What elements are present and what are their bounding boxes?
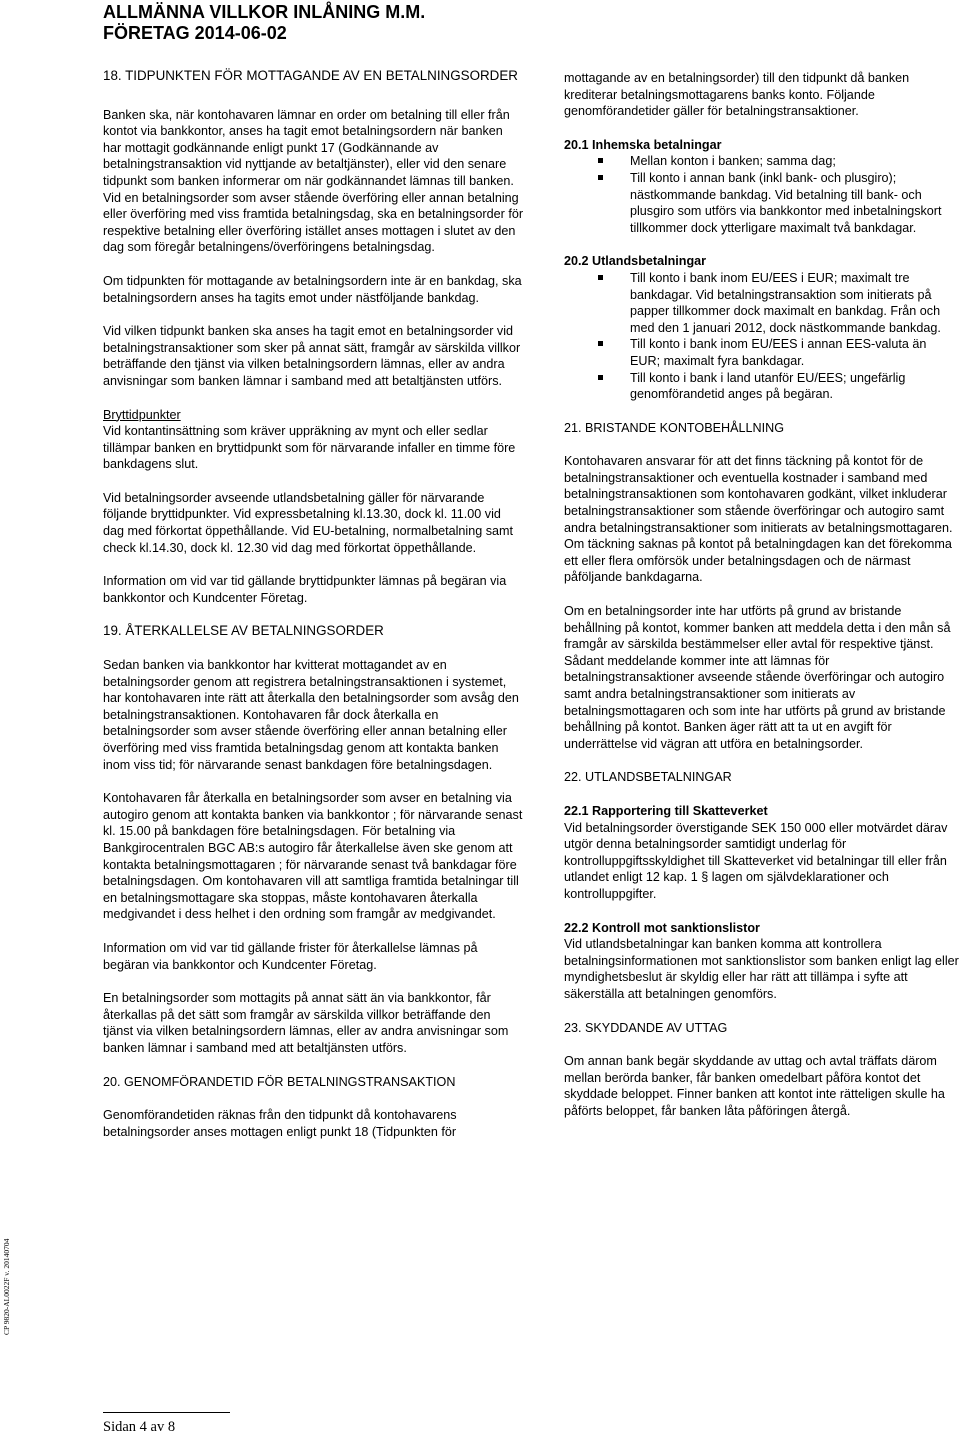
page-number: Sidan 4 av 8 [103, 1419, 176, 1435]
section-18-paragraph-3: Vid vilken tidpunkt banken ska anses ha tagit emot en betalningsorder vid betalningstransaktioner som sker på annat sätt, framgår av särskilda villkor beträffande den tjänst via vilken betalningsordern lämnas, eller av andra anvisningar som banken lämnar i samband med att betaltjänsten utförs. [103, 324, 521, 388]
section-21-paragraph-1: Kontohavaren ansvarar för att det finns täckning på kontot för de betalningstransaktioner och eventuella kostnader i samband med betalningstransaktionen som kontohavaren godkänt, vilket inkluderar betalningstransaktioner som stående överföringar och autogiro samt andra betalningstransaktioner som initierats av betalningsmottagaren. Om täckning saknas på kontot på betalningdagen kan det förekomma ett eller flera omförsök under betalningsdagen och de närmast påföljande bankdagarna. [564, 454, 953, 585]
section-20-2-list [564, 270, 959, 403]
document-header [103, 2, 425, 44]
section-20-1-list [564, 153, 959, 236]
footer-divider [103, 1412, 230, 1413]
section-22-1-paragraph: Vid betalningsorder överstigande SEK 150 000 eller motvärdet därav utgör denna betalningsorder samtidigt underlag för kontrolluppgiftsskyldighet till Skatteverket vid betalningar till eller från utlandet enligt 12 kap. 1 § lagen om självdeklarationer och kontrolluppgifter. [564, 820, 948, 901]
section-22-heading: 22. UTLANDSBETALNINGAR [564, 770, 732, 785]
section-23-paragraph: Om annan bank begär skyddande av uttag och avtal träffats därom mellan berörda banker, får banken omedelbart påföra kontot det skyddade beloppet. Finner banken att kontot inte rätteligen skulle ha påförts beloppet, får banken låta påföringen återgå. [564, 1054, 945, 1118]
section-21-heading: 21. BRISTANDE KONTOBEHÅLLNING [564, 420, 784, 435]
bryttidpunkter-paragraph-2: Vid betalningsorder avseende utlandsbetalning gäller för närvarande följande bryttidpunkter. Vid expressbetalning kl.13.30, dock kl. 11.00 vid dag med förkortat öppethållande. Vid EU-betalning, normalbetalning samt check kl.14.30, dock kl. 12.30 vid dag med förkortat öppethållande. [103, 490, 514, 555]
section-22-2-paragraph: Vid utlandsbetalningar kan banken komma att kontrollera betalningsinformationen mot sanktionslistor som banken enligt lag eller myndighetsbeslut är skyldig eller har rätt att tillämpa i syfte att säkerställa att betalningen genomförs. [564, 937, 959, 1001]
section-19-paragraph-2: Kontohavaren får återkalla en betalningsorder som avser en betalning via autogiro genom att kontakta banken via bankkontor ; för närvarande senast kl. 15.00 på bankdagen före betalningsdagen. För betalning via Bankgirocentralen BGC AB:s autogiro får återkallelse även ske genom att kontakta betalningsmottagaren ; för närvarande senast två bankdagar före betalningsdagen. Om kontohavaren vill att samtliga framtida betalningar till en betalningsmottagare ska stoppas, måste kontohavaren återkalla medgivandet i dess helhet i den ordning som framgår av medgivandet. [103, 791, 523, 922]
list-item: Till konto i bank i land utanför EU/EES; ungefärlig genomförandetid anges på begäran. [564, 370, 959, 403]
section-18-paragraph-1: Banken ska, när kontohavaren lämnar en order om betalning till eller från kontot via bankkontor, anses ha tagit emot betalningsordern när banken har mottagit godkännande enligt punkt 17 (Godkännande av betalningstransaktion vid nyttjande av betaltjänster), eller vid den senare tidpunkt som banken informerar om när godkännandet lämnas till banken. Vid en betalningsorder som avser stående överföring eller annan betalning eller överföring med viss framtida betalningsdag, ska en betalningsorder för respektive betalning eller överföring istället anses mottagen i slutet av den dag som föregår betalningens/överföringens betalningsdag. [103, 107, 524, 255]
section-18-paragraph-2: Om tidpunkten för mottagande av betalningsordern inte är en bankdag, ska betalningsordern anses ha tagits emot under nästföljande bankdag. [103, 273, 522, 305]
list-item: Till konto i annan bank (inkl bank- och plusgiro); nästkommande bankdag. Vid betalning till bank- och plusgiro som utförs via bankkontor med inbetalningskort tillkommer dock ytterligare maximalt två bankdagar. [564, 170, 959, 236]
section-19-paragraph-4: En betalningsorder som mottagits på annat sätt än via bankkontor, får återkallas på det sätt som framgår av särskilda villkor beträffande den tjänst via vilken betalningsordern lämnas, eller av andra anvisningar som banken lämnar i samband med att betaltjänsten utförs. [103, 991, 509, 1055]
section-20-2-heading: 20.2 Utlandsbetalningar [564, 254, 707, 269]
bryttidpunkter-paragraph-3: Information om vid var tid gällande bryttidpunkter lämnas på begäran via bankkontor och Kundcenter Företag. [103, 574, 507, 605]
section-22-2-heading: 22.2 Kontroll mot sanktionslistor [564, 920, 760, 935]
list-item: Till konto i bank inom EU/EES i EUR; maximalt tre bankdagar. Vid betalningstransaktion som initierats på papper tillkommer dock maximalt en bankdag. Från och med den 1 januari 2012, dock nästkommande bankdag. [564, 270, 959, 336]
bryttidpunkter-paragraph-1: Vid kontantinsättning som kräver uppräkning av mynt och eller sedlar tillämpar banken en bryttidpunkt som för närvarande infaller en timme före bankdagens slut. [103, 424, 516, 472]
section-20-continued: mottagande av en betalningsorder) till den tidpunkt då banken krediterar betalningsmottagarens banks konto. Följande genomförandetider gäller för betalningstransaktioner. [564, 71, 910, 119]
left-column [103, 68, 523, 1157]
form-code: CP 9820-AL0022F v. 20140704 [2, 1238, 11, 1335]
section-20-paragraph-1: Genomförandetiden räknas från den tidpunkt då kontohavarens betalningsorder anses mottagen enligt punkt 18 (Tidpunkten för [103, 1108, 457, 1139]
bryttidpunkter-heading: Bryttidpunkter [103, 407, 181, 422]
section-23-heading: 23. SKYDDANDE AV UTTAG [564, 1020, 728, 1035]
list-item: Mellan konton i banken; samma dag; [564, 153, 959, 170]
section-19-heading: 19. ÅTERKALLELSE AV BETALNINGSORDER [103, 623, 384, 639]
section-22-1-heading: 22.1 Rapportering till Skatteverket [564, 803, 768, 818]
header-subtitle: FÖRETAG 2014-06-02 [103, 23, 287, 43]
section-20-1-heading: 20.1 Inhemska betalningar [564, 137, 722, 152]
right-column [564, 70, 959, 1136]
section-19-paragraph-3: Information om vid var tid gällande frister för återkallelse lämnas på begäran via bankkontor och Kundcenter Företag. [103, 940, 478, 972]
section-20-heading: 20. GENOMFÖRANDETID FÖR BETALNINGSTRANSAKTION [103, 1074, 456, 1089]
section-18-heading: 18. TIDPUNKTEN FÖR MOTTAGANDE AV EN BETALNINGSORDER [103, 68, 518, 83]
list-item: Till konto i bank inom EU/EES i annan EES-valuta än EUR; maximalt fyra bankdagar. [564, 336, 959, 369]
header-title: ALLMÄNNA VILLKOR INLÅNING M.M. [103, 2, 426, 22]
section-21-paragraph-2: Om en betalningsorder inte har utförts på grund av bristande behållning på kontot, kommer banken att meddela detta i den mån så framgår av särskilda bestämmelser eller avtal för respektive tjänst. Sådant meddelande kommer inte att lämnas för betalningstransaktioner avseende stående överföringar och autogiro samt andra betalningstransaktioner som initierats av betalningsmottagaren och som inte har utförts på grund av bristande behållning på kontot. Banken äger rätt att ta ut en avgift för underrättelse vid vägran att utföra en betalningsorder. [564, 604, 951, 751]
section-19-paragraph-1: Sedan banken via bankkontor har kvitterat mottagandet av en betalningsorder genom att registrera betalningstransaktionen i systemet, har kontohavaren inte rätt att återkalla den betalningsorder som avsåg den betalningstransaktionen. Kontohavaren får dock återkalla en betalningsorder som avser stående överföring eller annan betalning eller överföring med viss framtida betalningsdag genom att kontakta banken inom viss tid; för närvarande senast bankdagen före betalningsdagen. [103, 658, 519, 772]
